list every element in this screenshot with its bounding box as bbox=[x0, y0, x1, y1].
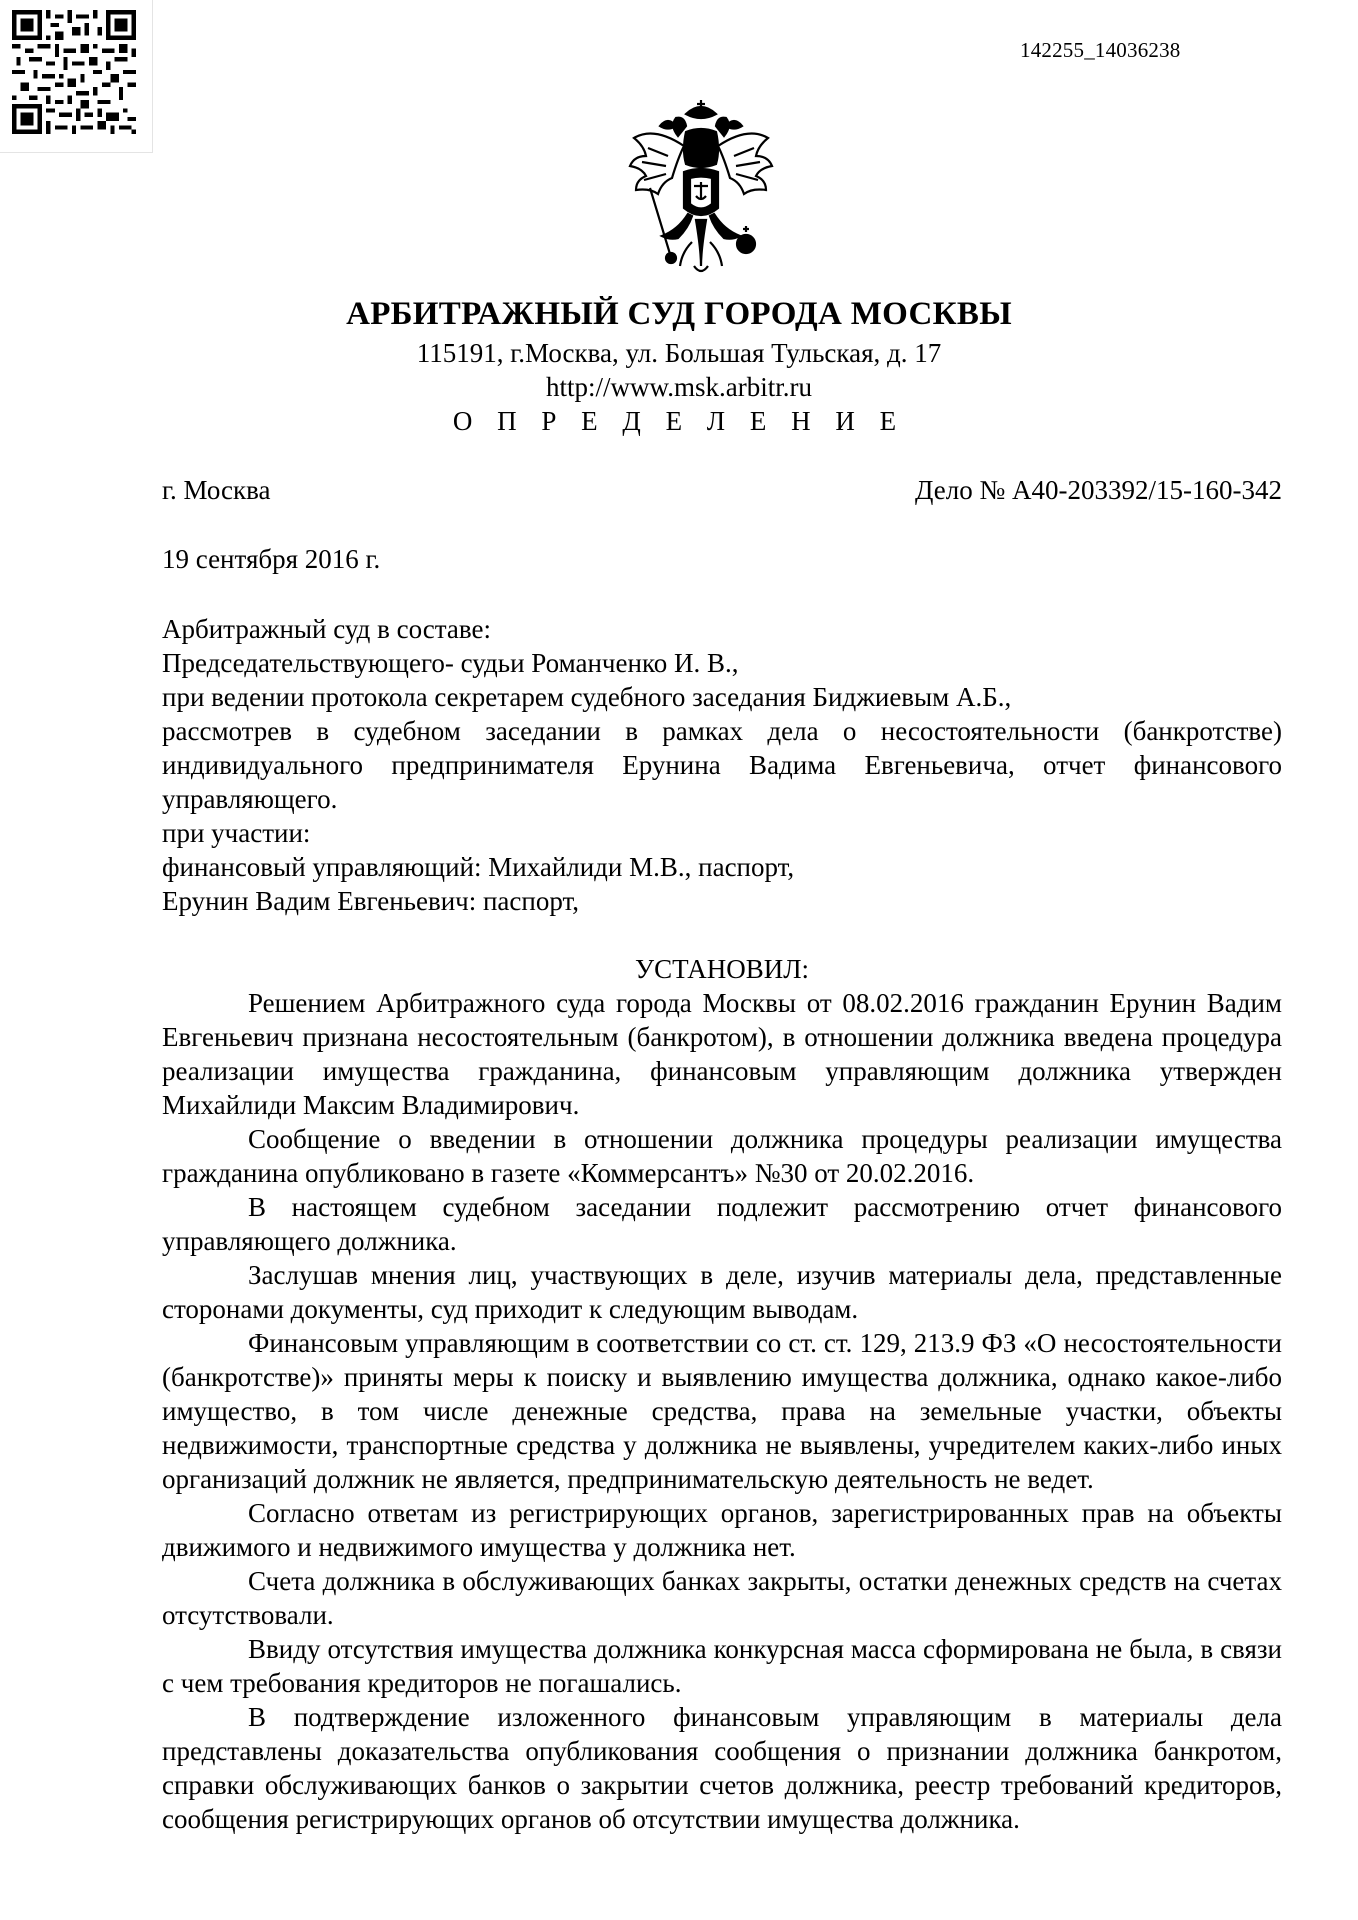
composition-line: Председательствующего- судьи Романченко И. В., bbox=[162, 648, 739, 678]
paragraph: Решением Арбитражного суда города Москвы от 08.02.2016 гражданин Ерунин Вадим Евгеньевич признана несостоятельным (банкротом), в отношении должника введена процедура реализации имущества гражданина, финансовым управляющим должника утвержден Михайлиди Максим Владимирович. bbox=[162, 988, 1282, 1120]
composition-line: при участии: bbox=[162, 818, 311, 848]
document-date: 19 сентября 2016 г. bbox=[162, 544, 381, 574]
paragraph: В подтверждение изложенного финансовым управляющим в материалы дела представлены доказательства опубликования сообщения о признании должника банкротом, справки обслуживающих банков о закрытии счетов должника, реестр требований кредиторов, сообщения регистрирующих органов об отсутствии имущества должника. bbox=[162, 1702, 1282, 1834]
city: г. Москва bbox=[162, 475, 271, 505]
paragraph: Сообщение о введении в отношении должника процедуры реализации имущества гражданина опубликовано в газете «Коммерсантъ» №30 от 20.02.2016. bbox=[162, 1124, 1282, 1188]
document-body bbox=[162, 612, 1282, 1836]
document-id: 142255_14036238 bbox=[1020, 38, 1181, 62]
paragraph: Заслушав мнения лиц, участвующих в деле, изучив материалы дела, представленные сторонами документы, суд приходит к следующим выводам. bbox=[162, 1260, 1282, 1324]
court-website: http://www.msk.arbitr.ru bbox=[546, 372, 812, 402]
document-type-title: О П Р Е Д Е Л Е Н И Е bbox=[452, 406, 906, 436]
paragraph: Счета должника в обслуживающих банках закрыты, остатки денежных средств на счетах отсутствовали. bbox=[162, 1566, 1282, 1630]
coat-of-arms-icon bbox=[626, 96, 776, 284]
case-number: Дело № А40-203392/15-160-342 bbox=[915, 475, 1282, 505]
composition-line: финансовый управляющий: Михайлиди М.В., паспорт, bbox=[162, 852, 795, 882]
paragraph: В настоящем судебном заседании подлежит рассмотрению отчет финансового управляющего должника. bbox=[162, 1192, 1282, 1256]
paragraph: Согласно ответам из регистрирующих органов, зарегистрированных прав на объекты движимого и недвижимого имущества у должника нет. bbox=[162, 1498, 1282, 1562]
qr-code bbox=[0, 0, 153, 153]
qr-code-icon bbox=[12, 10, 136, 134]
paragraph: Финансовым управляющим в соответствии со ст. ст. 129, 213.9 ФЗ «О несостоятельности (банкротстве)» приняты меры к поиску и выявлению имущества должника, однако какое-либо имущество, в том числе денежные средства, права на земельные участки, объекты недвижимости, транспортные средства у должника не выявлены, учредителем каких-либо иных организаций должник не является, предпринимательскую деятельность не ведет. bbox=[162, 1328, 1282, 1494]
established-heading: УСТАНОВИЛ: bbox=[634, 954, 810, 984]
composition-line: при ведении протокола секретарем судебного заседания Биджиевым А.Б., bbox=[162, 682, 1012, 712]
composition-line: Арбитражный суд в составе: bbox=[162, 614, 491, 644]
court-address: 115191, г.Москва, ул. Большая Тульская, д. 17 bbox=[416, 338, 942, 368]
composition-line: Ерунин Вадим Евгеньевич: паспорт, bbox=[162, 886, 579, 916]
court-title: АРБИТРАЖНЫЙ СУД ГОРОДА МОСКВЫ bbox=[346, 296, 1012, 332]
composition-line: рассмотрев в судебном заседании в рамках дела о несостоятельности (банкротстве) индивидуального предпринимателя Ерунина Вадима Евгеньевича, отчет финансового управляющего. bbox=[162, 716, 1282, 814]
paragraph: Ввиду отсутствия имущества должника конкурсная масса сформирована не была, в связи с чем требования кредиторов не погашались. bbox=[162, 1634, 1282, 1698]
